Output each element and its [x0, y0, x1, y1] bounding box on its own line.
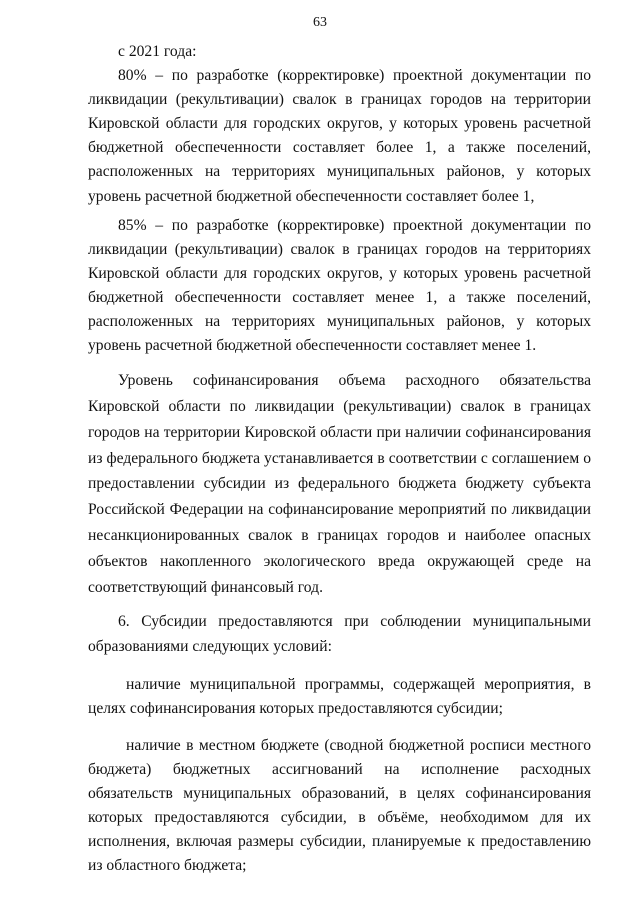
paragraph-subsidy-conditions: 6. Субсидии предоставляются при соблюдении муниципальными образованиями следующих условий: — [88, 613, 591, 655]
paragraph-budget-allocations: наличие в местном бюджете (сводной бюджетной росписи местного бюджета) бюджетных ассигнований на исполнение расходных обязательств муниципальных образований, в целях софинансирования которых предоставляются субсидии, в объёме, необходимом для их исполнения, включая размеры субсидии, планируемые к предоставлению из областного бюджета; — [88, 736, 591, 875]
paragraph-intro: с 2021 года: — [118, 43, 197, 60]
paragraph-85-percent: 85% – по разработке (корректировке) проектной документации по ликвидации (рекультивации) свалок в границах городов на территориях Кировской области для городских округов, у которых уровень расчетной бюджетной обеспеченности составляет менее 1, а также поселений, расположенных на территориях муниципальных районов, у которых уровень расчетной бюджетной обеспеченности составляет менее 1. — [88, 216, 591, 355]
paragraph-municipal-program: наличие муниципальной программы, содержащей мероприятия, в целях софинансирования которых предоставляются субсидии; — [88, 675, 591, 717]
page-number: 63 — [313, 15, 327, 30]
document-body — [88, 40, 591, 878]
paragraph-cofinancing-level: Уровень софинансирования объема расходного обязательства Кировской области по ликвидации (рекультивации) свалок в границах городов на территории Кировской области при наличии софинансирования из федерального бюджета устанавливается в соответствии с соглашением о предоставлении субсидии из федерального бюджета бюджету субъекта Российской Федерации на софинансирование мероприятий по ликвидации несанкционированных свалок в границах городов и наиболее опасных объектов накопленного экологического вреда окружающей среде на соответствующий финансовый год. — [88, 372, 591, 596]
paragraph-80-percent: 80% – по разработке (корректировке) проектной документации по ликвидации (рекультивации) свалок в границах городов на территории Кировской области для городских округов, у которых уровень расчетной бюджетной обеспеченности составляет более 1, а также поселений, расположенных на территориях муниципальных районов, у которых уровень расчетной бюджетной обеспеченности составляет более 1, — [88, 67, 591, 205]
